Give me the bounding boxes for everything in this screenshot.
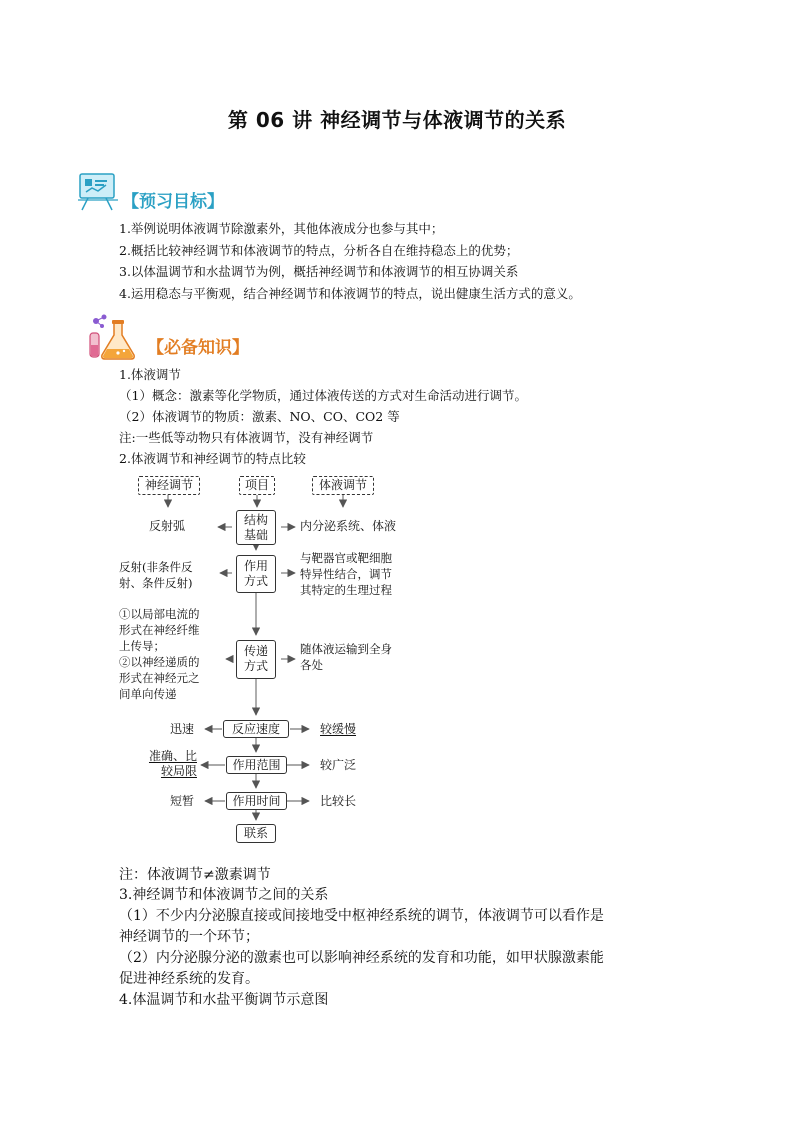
- flow-item-box: 作用 方式: [236, 555, 276, 593]
- flow-right-text: 较缓慢: [320, 722, 357, 736]
- knowledge-line: 2.体液调节和神经调节的特点比较: [119, 451, 306, 466]
- knowledge-heading: 【必备知识】: [147, 338, 249, 358]
- flow-left-text: 短暂: [170, 794, 195, 808]
- flow-left-text: 反射(非条件反 射、条件反射): [119, 560, 193, 590]
- preview-item: 3.以体温调节和水盐调节为例，概括神经调节和体液调节的相互协调关系: [119, 264, 519, 279]
- preview-heading: 【预习目标】: [122, 192, 224, 212]
- flow-right-text: 比较长: [320, 794, 357, 808]
- flow-final-box: 联系: [236, 824, 276, 843]
- knowledge-line: 神经调节的一个环节；: [119, 929, 259, 945]
- page-title: 第 06 讲 神经调节与体液调节的关系: [227, 108, 567, 132]
- knowledge-line: 注:一些低等动物只有体液调节，没有神经调节: [119, 430, 374, 445]
- knowledge-line: （2）内分泌腺分泌的激素也可以影响神经系统的发育和功能，如甲状腺激素能: [119, 950, 604, 966]
- flow-header-nerve: 神经调节: [138, 476, 200, 495]
- flow-header-humoral: 体液调节: [312, 476, 374, 495]
- knowledge-line: 3.神经调节和体液调节之间的关系: [119, 887, 329, 903]
- knowledge-line: 4.体温调节和水盐平衡调节示意图: [119, 992, 329, 1008]
- flow-item-box: 传递 方式: [236, 640, 276, 679]
- flow-right-text: 内分泌系统、体液: [300, 519, 397, 533]
- knowledge-line: （1）概念：激素等化学物质，通过体液传送的方式对生命活动进行调节。: [119, 388, 527, 403]
- knowledge-line: 1.体液调节: [119, 367, 181, 382]
- knowledge-line: 促进神经系统的发育。: [119, 971, 259, 987]
- flow-item-box: 反应速度: [223, 720, 289, 738]
- flow-left-text: ①以局部电流的 形式在神经纤维 上传导； ②以神经递质的 形式在神经元之 间单向传递: [119, 607, 200, 701]
- flow-item-box: 结构 基础: [236, 510, 276, 545]
- flow-item-box: 作用时间: [226, 792, 287, 810]
- knowledge-line: （1）不少内分泌腺直接或间接地受中枢神经系统的调节，体液调节可以看作是: [119, 908, 604, 924]
- knowledge-line: （2）体液调节的物质：激素、NO、CO、CO2 等: [119, 409, 400, 424]
- flow-left-text: 迅速: [170, 722, 195, 736]
- flow-left-text: 准确、比 较局限: [148, 749, 197, 778]
- flow-right-text: 与靶器官或靶细胞 特异性结合，调节 其特定的生理过程: [300, 551, 392, 597]
- preview-item: 1.举例说明体液调节除激素外，其他体液成分也参与其中；: [119, 221, 444, 236]
- preview-item: 2.概括比较神经调节和体液调节的特点，分析各自在维持稳态上的优势；: [119, 243, 519, 258]
- knowledge-line: 注：体液调节≠激素调节: [119, 867, 271, 883]
- flow-right-text: 随体液运输到全身 各处: [300, 642, 392, 672]
- flow-item-box: 作用范围: [226, 756, 287, 774]
- preview-item: 4.运用稳态与平衡观，结合神经调节和体液调节的特点，说出健康生活方式的意义。: [119, 286, 581, 301]
- flow-header-item: 项目: [239, 476, 275, 495]
- flow-right-text: 较广泛: [320, 758, 357, 772]
- flow-left-text: 反射弧: [149, 519, 186, 533]
